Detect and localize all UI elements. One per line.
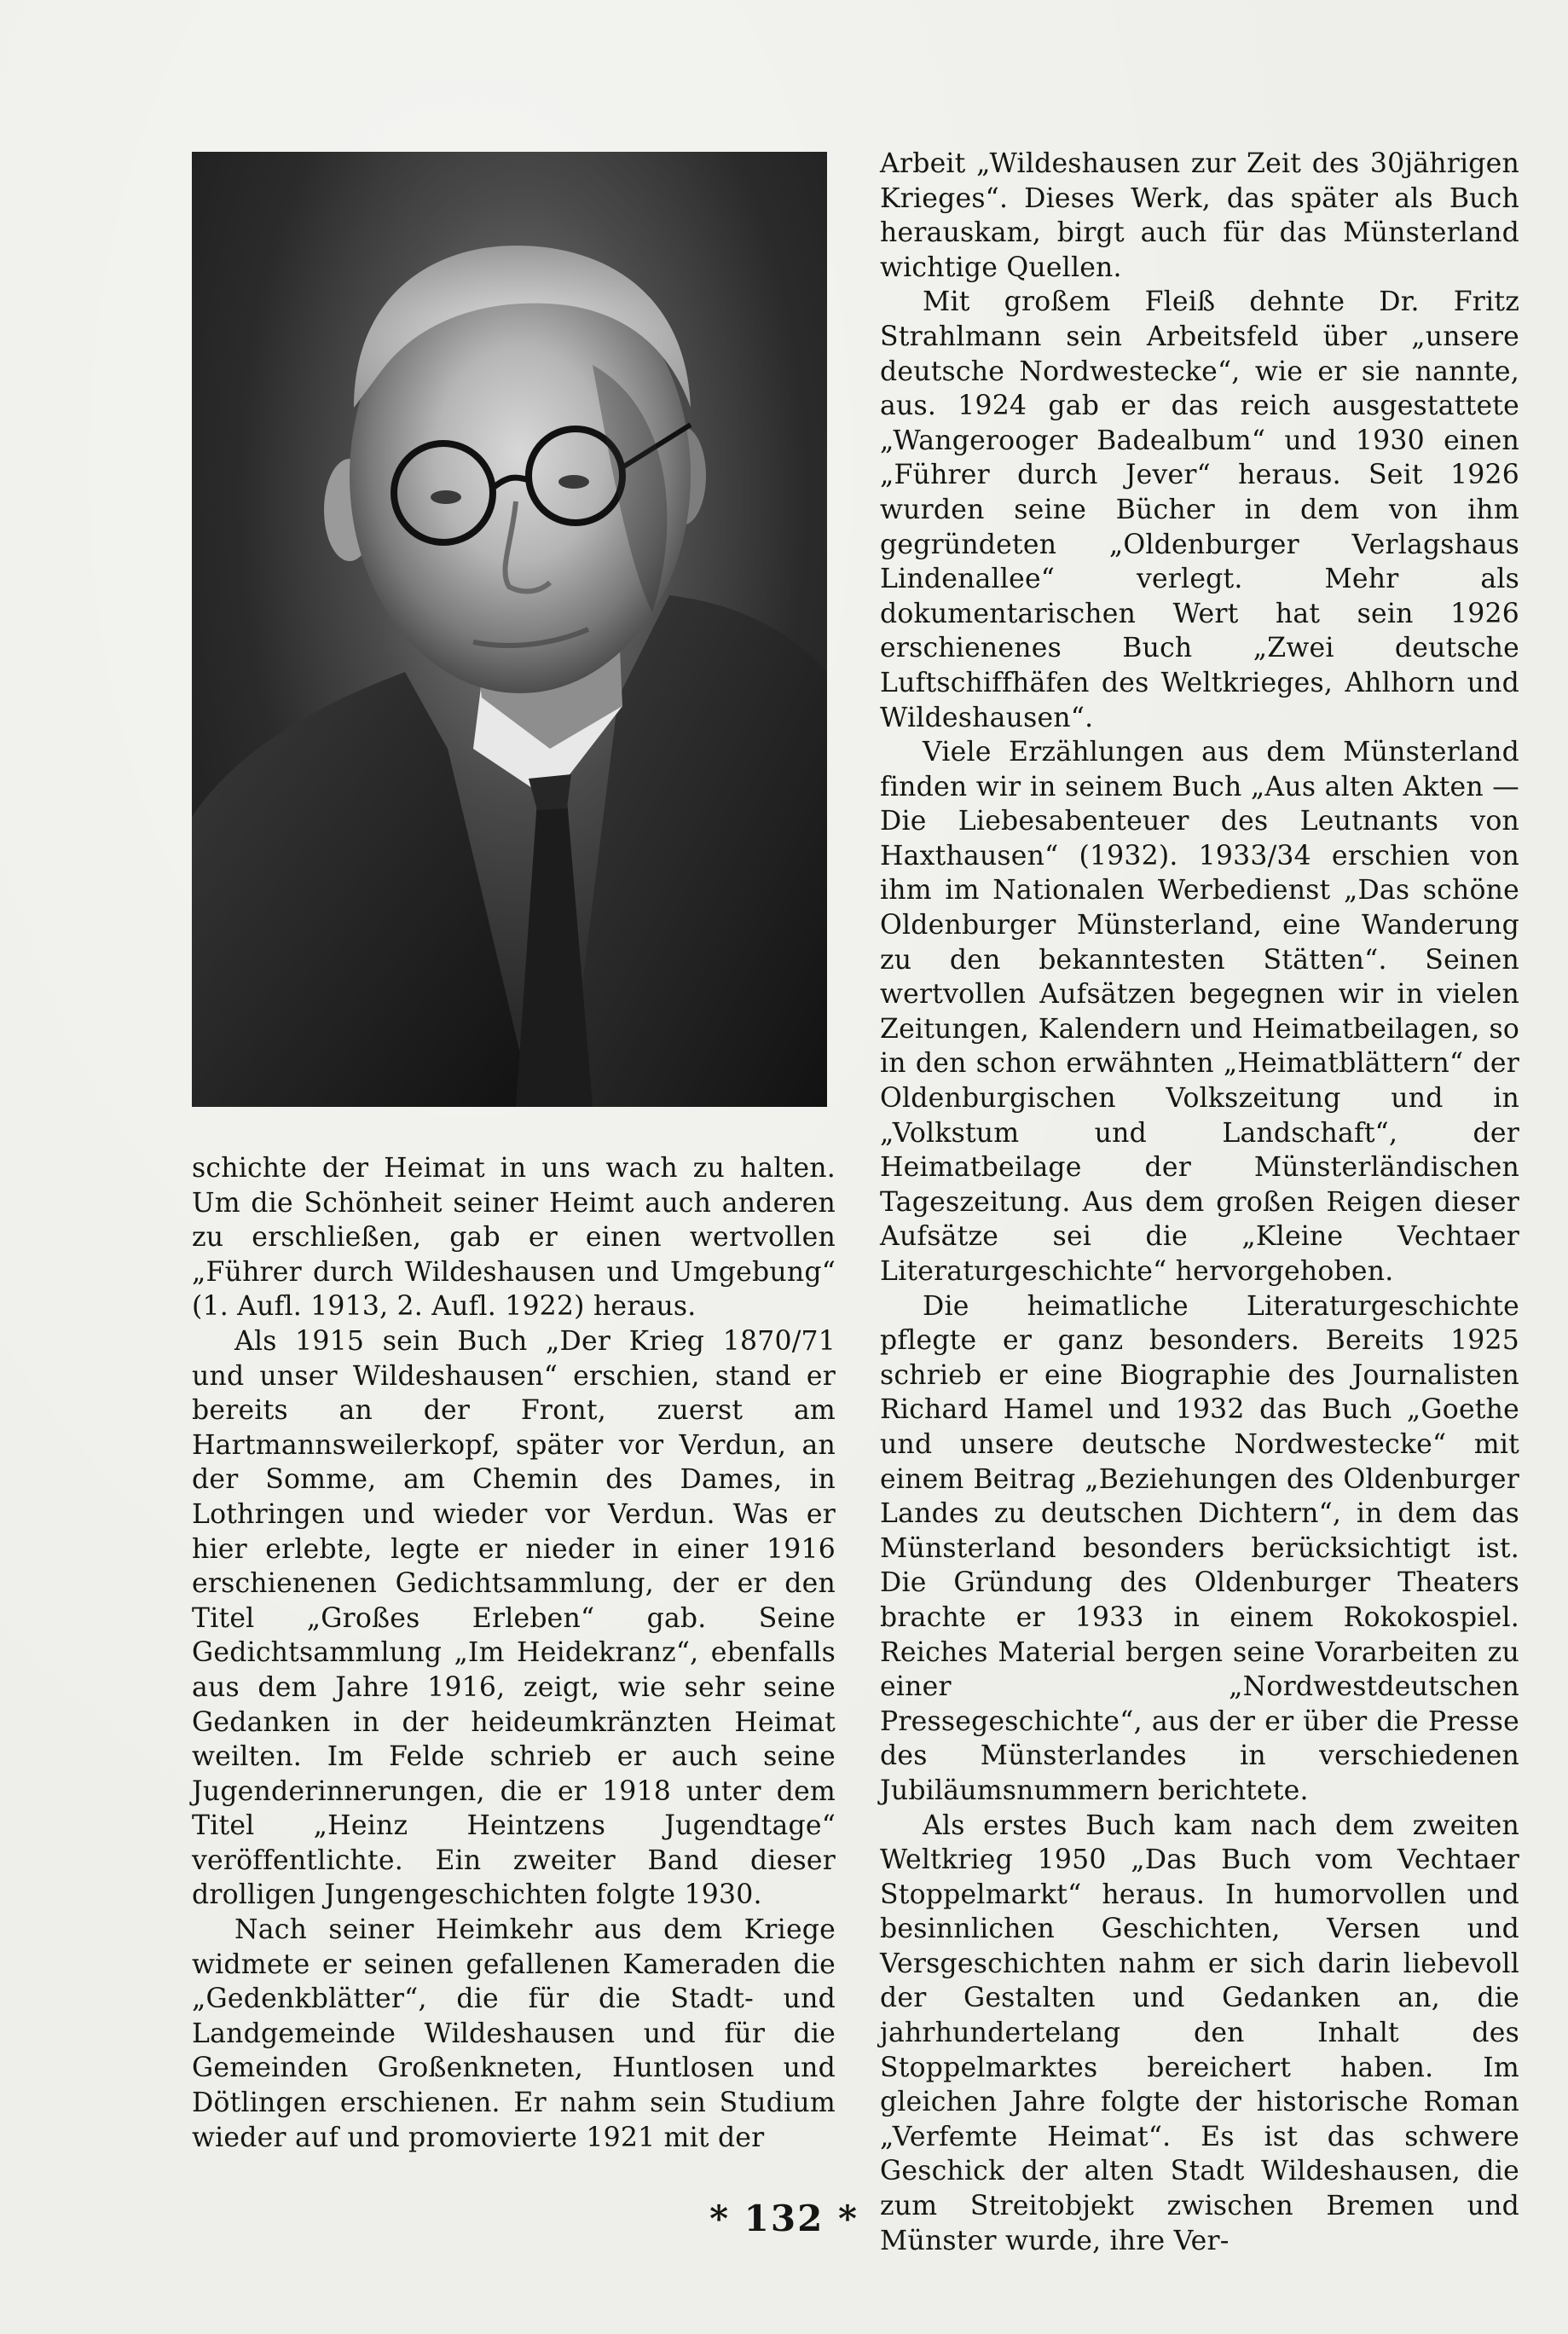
right-paragraph-1: Arbeit „Wildeshausen zur Zeit des 30jährigen Krieges“. Dieses Werk, das später als Buch herauskam, birgt auch für das Münsterland wichtige Quellen. xyxy=(880,148,1519,283)
portrait-photo xyxy=(192,152,827,1107)
right-paragraph-4: Die heimatliche Literaturgeschichte pflegte er ganz besonders. Bereits 1925 schrieb er eine Biographie des Journalisten Richard Hamel und 1932 das Buch „Goethe und unsere deutsche Nordwestecke“ mit einem Beitrag „Beziehungen des Oldenburger Landes zu deutschen Dichtern“, in dem das Münsterland besonders berücksichtigt ist. Die Gründung des Oldenburger Theaters brachte er 1933 in einem Rokokospiel. Reiches Material bergen seine Vorarbeiten zu einer „Nordwestdeutschen Pressegeschichte“, aus der er über die Presse des Münsterlandes in verschiedenen Jubiläumsnummern berichtete. xyxy=(880,1290,1519,1806)
page-number: * 132 * xyxy=(709,2198,859,2239)
right-paragraph-5: Als erstes Buch kam nach dem zweiten Weltkrieg 1950 „Das Buch vom Vechtaer Stoppelmarkt“ heraus. In humorvollen und besinnlichen Geschichten, Versen und Versgeschichten nahm er sich darin liebevoll der Gestalten und Gedanken an, die jahrhundertelang den Inhalt des Stoppelmarktes bereichert haben. Im gleichen Jahre folgte der historische Roman „Verfemte Heimat“. Es ist das schwere Geschick der alten Stadt Wildeshausen, die zum Streitobjekt zwischen Bremen und Münster wurde, ihre Ver- xyxy=(880,1810,1519,2256)
left-paragraph-3: Nach seiner Heimkehr aus dem Kriege widmete er seinen gefallenen Kameraden die „Gedenkblätter“, die für die Stadt- und Landgemeinde Wildeshausen und für die Gemeinden Großenkneten, Huntlosen und Dötlingen erschienen. Er nahm sein Studium wieder auf und promovierte 1921 mit der xyxy=(192,1914,836,2153)
right-paragraph-2: Mit großem Fleiß dehnte Dr. Fritz Strahlmann sein Arbeitsfeld über „unsere deutsche Nordwestecke“, wie er sie nannte, aus. 1924 gab er das reich ausgestattete „Wangerooger Badealbum“ und 1930 einen „Führer durch Jever“ heraus. Seit 1926 wurden seine Bücher in dem von ihm gegründeten „Oldenburger Verlagshaus Lindenallee“ verlegt. Mehr als dokumentarischen Wert hat sein 1926 erschienenes Buch „Zwei deutsche Luftschiffhäfen des Weltkrieges, Ahlhorn und Wildeshausen“. xyxy=(880,287,1519,733)
left-text-column xyxy=(192,1151,836,2155)
left-paragraph-2: Als 1915 sein Buch „Der Krieg 1870/71 und unser Wildeshausen“ erschien, stand er bereits an der Front, zuerst am Hartmannsweilerkopf, später vor Verdun, an der Somme, am Chemin des Dames, in Lothringen und wieder vor Verdun. Was er hier erlebte, legte er nieder in einer 1916 erschienenen Gedichtsammlung, der er den Titel „Großes Erleben“ gab. Seine Gedichtsammlung „Im Heidekranz“, ebenfalls aus dem Jahre 1916, zeigt, wie sehr seine Gedanken in der heideumkränzten Heimat weilten. Im Felde schrieb er auch seine Jugenderinnerungen, die er 1918 unter dem Titel „Heinz Heintzens Jugendtage“ veröffentlichte. Ein zweiter Band dieser drolligen Jungengeschichten folgte 1930. xyxy=(192,1325,836,1911)
left-paragraph-1: schichte der Heimat in uns wach zu halten. Um die Schönheit seiner Heimt auch anderen zu erschließen, gab er einen wertvollen „Führer durch Wildeshausen und Umgebung“ (1. Aufl. 1913, 2. Aufl. 1922) heraus. xyxy=(192,1153,836,1323)
right-text-column xyxy=(880,147,1519,2258)
portrait-drawing xyxy=(192,152,827,1107)
right-paragraph-3: Viele Erzählungen aus dem Münsterland finden wir in seinem Buch „Aus alten Akten — Die Liebesabenteuer des Leutnants von Haxthausen“ (1932). 1933/34 erschien von ihm im Nationalen Werbedienst „Das schöne Oldenburger Münsterland, eine Wanderung zu den bekanntesten Stätten“. Seinen wertvollen Aufsätzen begegnen wir in vielen Zeitungen, Kalendern und Heimatbeilagen, so in den schon erwähnten „Heimatblättern“ der Oldenburgischen Volkszeitung und in „Volkstum und Landschaft“, der Heimatbeilage der Münsterländischen Tageszeitung. Aus dem großen Reigen dieser Aufsätze sei die „Kleine Vechtaer Literaturgeschichte“ hervorgehoben. xyxy=(880,737,1519,1287)
